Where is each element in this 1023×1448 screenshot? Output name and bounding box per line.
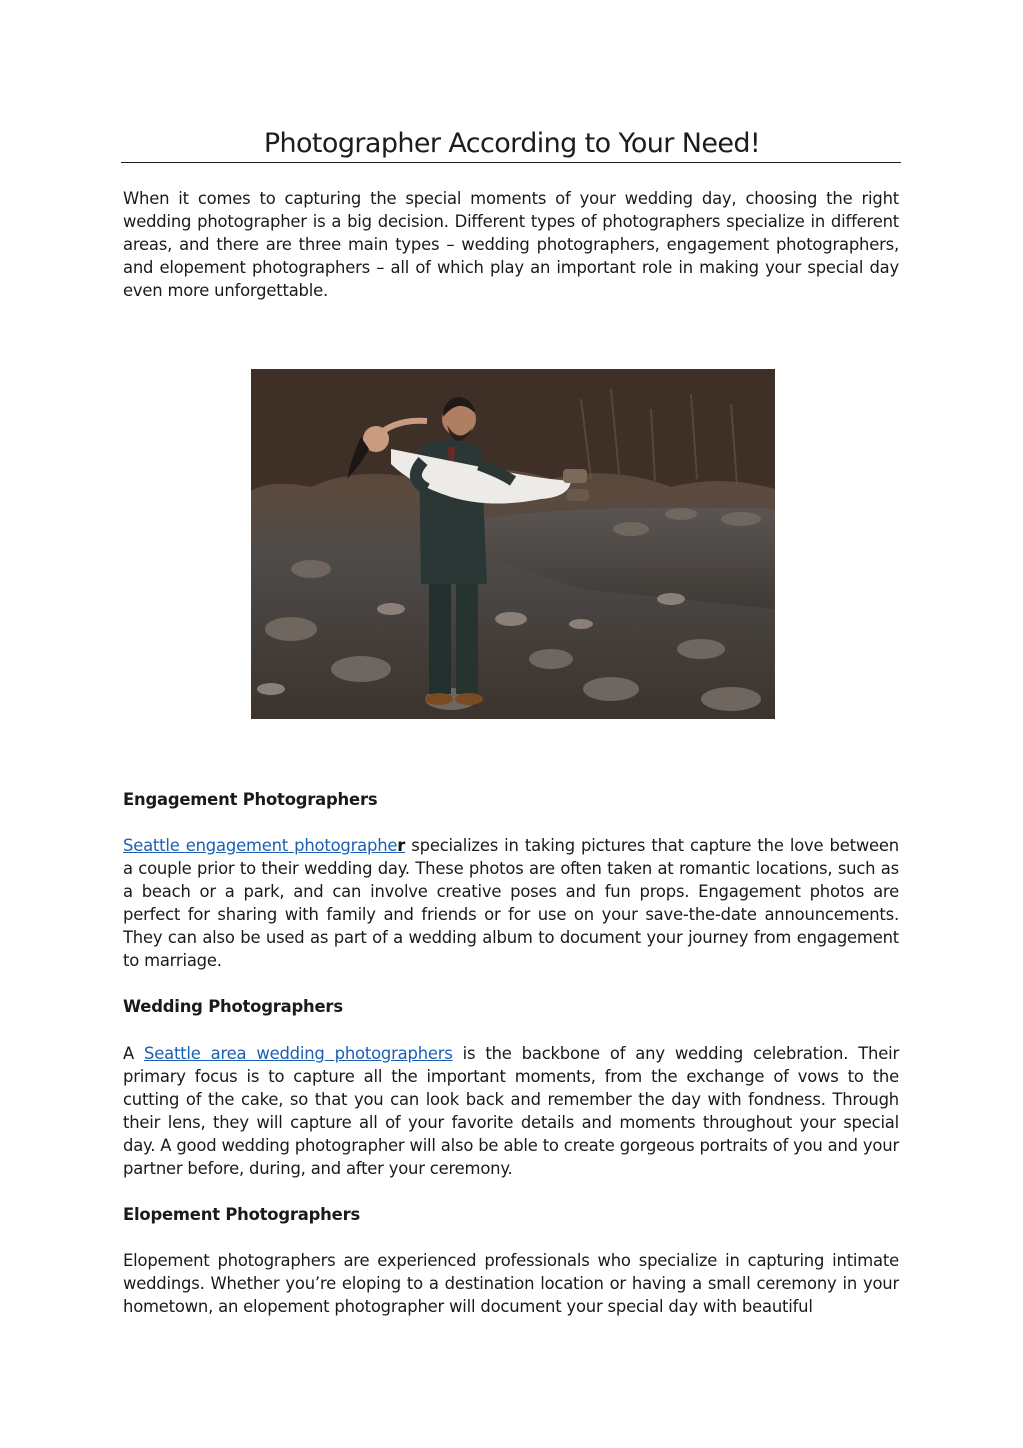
page-title: Photographer According to Your Need! (263, 128, 761, 159)
intro-paragraph: When it comes to capturing the special moments of your wedding day, choosing the right wedding photographer is a big decision. Different types of photographers specialize in different areas, and there are three main types – wedding photographers, engagement photographers, and elopement photographers – all of which play an important role in making your special day even more unforgettable. (123, 189, 899, 300)
photo-icon (251, 369, 775, 719)
wedding-couple-photo (251, 369, 775, 719)
wedding-body: is the backbone of any wedding celebration. Their primary focus is to capture all the important moments, from the exchange of vows to the cutting of the cake, so that you can look back and remember the day with fondness. Through their lens, they will capture all of your favorite details and moments throughout your special day. A good wedding photographer will also be able to create gorgeous portraits of you and your partner before, during, and after your ceremony. (123, 1044, 899, 1178)
wedding-paragraph (123, 1042, 899, 1180)
wedding-prefix: A (123, 1044, 145, 1063)
wedding-heading: Wedding Photographers (123, 997, 343, 1016)
title-underline (121, 162, 901, 163)
elopement-heading: Elopement Photographers (123, 1205, 361, 1224)
engagement-body: specializes in taking pictures that capture the love between a couple prior to their wedding day. These photos are often taken at romantic locations, such as a beach or a park, and can involve creative poses and fun props. Engagement photos are perfect for sharing with family and friends or for use on your save-the-date announcements. They can also be used as part of a wedding album to document your journey from engagement to marriage. (123, 836, 899, 970)
engagement-heading: Engagement Photographers (123, 790, 378, 809)
seattle-engagement-link[interactable] (123, 836, 405, 855)
seattle-engagement-link-tail: r (397, 836, 406, 855)
seattle-wedding-link[interactable]: Seattle area wedding photographers (144, 1044, 453, 1063)
seattle-engagement-link-text: Seattle engagement photographe (123, 836, 398, 855)
elopement-paragraph: Elopement photographers are experienced professionals who specialize in capturing intimate weddings. Whether you’re eloping to a destination location or having a small ceremony in your hometown, an elopement photographer will document your special day with beautiful (123, 1251, 899, 1316)
engagement-paragraph (123, 834, 899, 972)
